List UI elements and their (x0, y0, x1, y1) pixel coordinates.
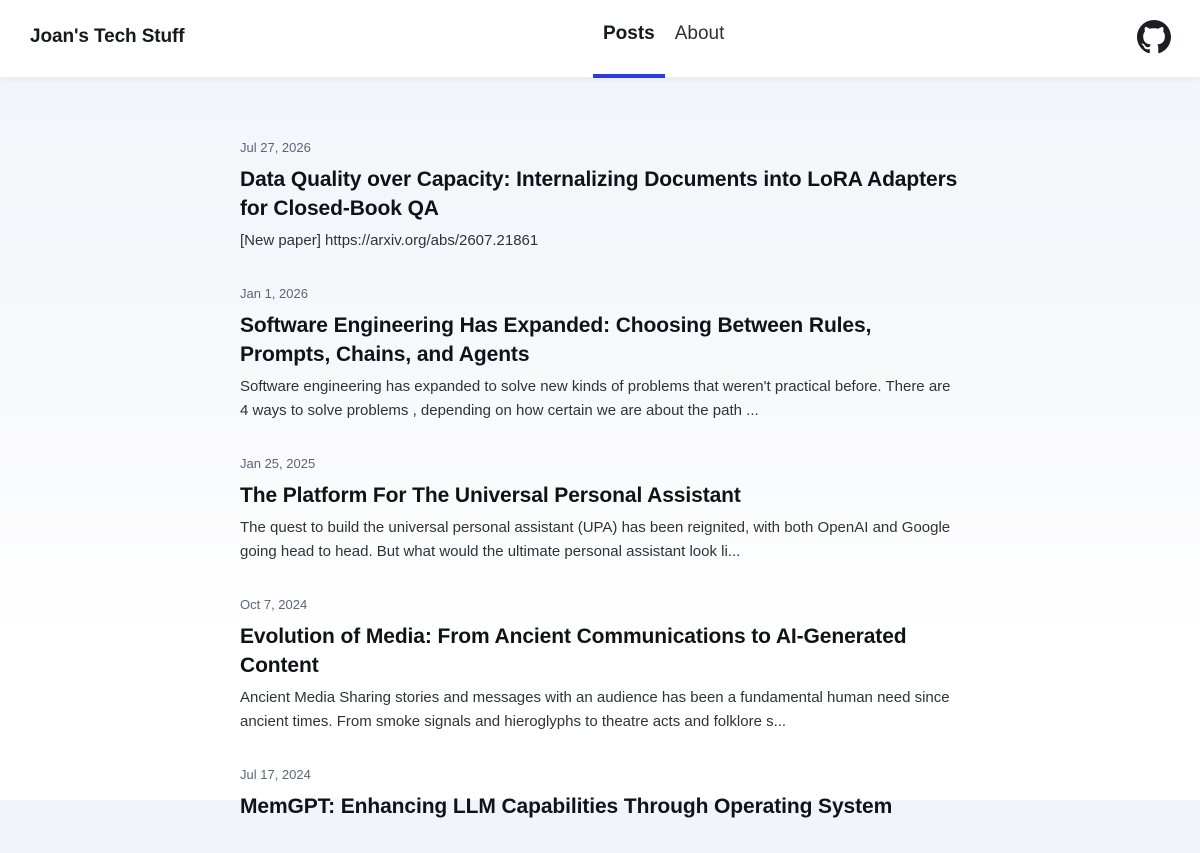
post-excerpt: Software engineering has expanded to solve new kinds of problems that weren't practical before. There are 4 ways to solve problems , depending on how certain we are about the path ... (240, 378, 951, 419)
post-date: Oct 7, 2024 (240, 597, 308, 612)
tab-about[interactable]: About (674, 23, 725, 44)
site-title-link[interactable]: Joan's Tech Stuff (30, 26, 185, 47)
post-excerpt: Ancient Media Sharing stories and messages with an audience has been a fundamental human need since ancient times. From smoke signals and hieroglyphs to theatre acts and folklore s... (240, 689, 950, 730)
post-title-link[interactable]: MemGPT: Enhancing LLM Capabilities Through Operating System (240, 795, 893, 818)
post-item[interactable] (240, 455, 960, 564)
post-date: Jan 25, 2025 (240, 456, 316, 471)
tab-posts[interactable]: Posts (593, 0, 665, 78)
post-list (240, 139, 960, 853)
post-excerpt: [New paper] https://arxiv.org/abs/2607.21861 (240, 232, 539, 249)
post-excerpt: The quest to build the universal personal assistant (UPA) has been reignited, with both OpenAI and Google going head to head. But what would the ultimate personal assistant look li... (240, 519, 951, 560)
post-item[interactable] (240, 139, 960, 253)
post-title-link[interactable]: Software Engineering Has Expanded: Choosing Between Rules, Prompts, Chains, and Agents (240, 314, 872, 366)
post-title-link[interactable]: The Platform For The Universal Personal Assistant (240, 484, 741, 507)
post-item[interactable] (240, 285, 960, 423)
post-item[interactable] (240, 596, 960, 734)
post-date: Jul 27, 2026 (240, 140, 311, 155)
post-title-link[interactable]: Evolution of Media: From Ancient Communications to AI-Generated Content (240, 625, 907, 677)
post-date: Jan 1, 2026 (240, 286, 308, 301)
site-header (0, 0, 1200, 78)
github-icon[interactable] (1137, 20, 1171, 54)
post-item[interactable] (240, 766, 960, 821)
post-date: Jul 17, 2024 (240, 767, 311, 782)
post-title-link[interactable]: Data Quality over Capacity: Internalizing Documents into LoRA Adapters for Closed-Book QA (240, 168, 958, 220)
main-nav (593, 0, 734, 78)
